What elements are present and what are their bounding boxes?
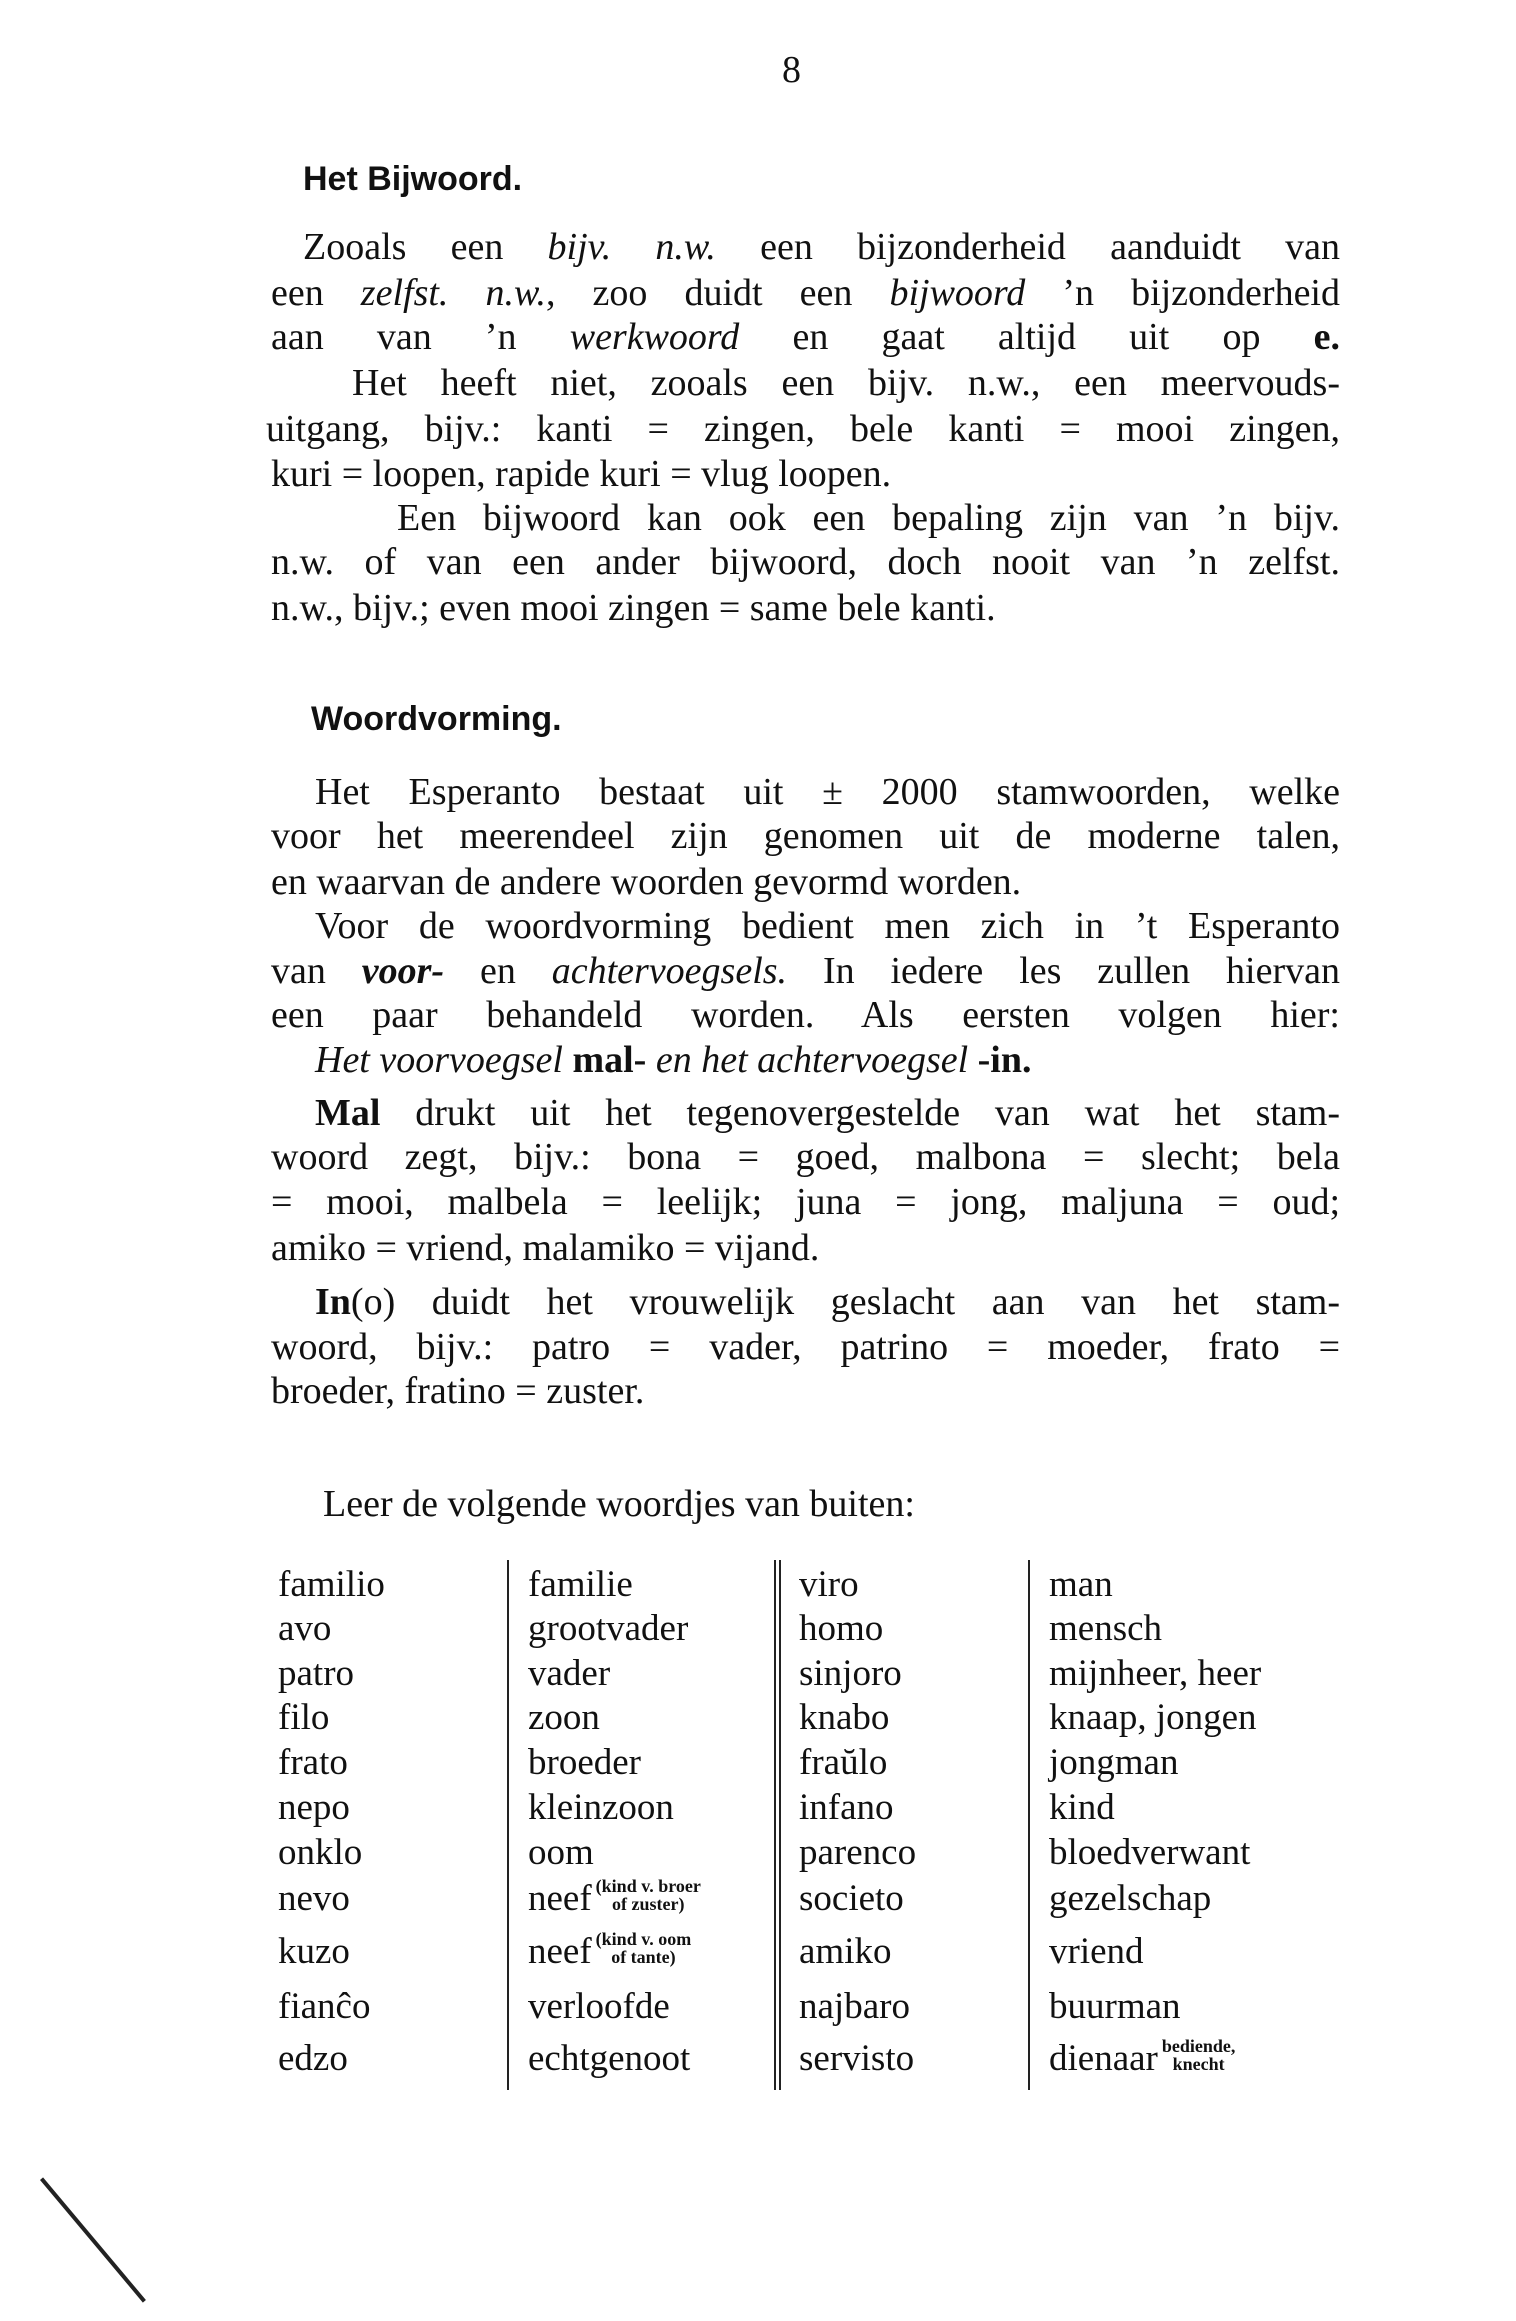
word-text: kuzo xyxy=(278,1931,350,1972)
text-line xyxy=(315,1280,1340,1324)
text-segment: = mooi, malbela = leelijk; juna = jong, maljuna = oud; xyxy=(271,1181,1340,1223)
text-segment: In iedere les zullen hiervan xyxy=(787,950,1340,992)
vocab-esperanto-word xyxy=(278,1831,362,1875)
column-divider xyxy=(779,1560,781,2090)
text-segment: Mal xyxy=(315,1092,381,1134)
word-text: echtgenoot xyxy=(528,2038,691,2079)
word-text: nepo xyxy=(278,1787,350,1828)
word-text: filo xyxy=(278,1697,330,1738)
text-line xyxy=(271,993,1340,1037)
text-segment: een xyxy=(271,272,361,314)
word-text: fraŭlo xyxy=(799,1742,888,1783)
vocab-dutch-word xyxy=(1049,1607,1162,1651)
section-heading-bijwoord: Het Bijwoord. xyxy=(303,160,523,198)
text-segment: ’n bijzonderheid xyxy=(1025,272,1340,314)
word-text: jongman xyxy=(1049,1742,1179,1783)
text-line xyxy=(315,1038,1032,1082)
word-note xyxy=(596,1930,692,1966)
vocab-esperanto-word xyxy=(278,1652,354,1696)
word-text: parenco xyxy=(799,1832,917,1873)
vocab-dutch-word xyxy=(528,1696,600,1740)
note-line: knecht xyxy=(1172,2054,1225,2074)
text-line xyxy=(271,452,891,496)
word-text: societo xyxy=(799,1878,904,1919)
note-line: of tante) xyxy=(611,1947,676,1967)
text-segment: een paar behandeld worden. Als eersten volgen hier: xyxy=(271,994,1340,1036)
column-divider xyxy=(507,1560,509,2090)
text-segment: woord zegt, bijv.: bona = goed, malbona = slecht; bela xyxy=(271,1136,1340,1178)
text-segment: en gaat altijd uit op xyxy=(739,316,1314,358)
text-segment: bijv. n.w. xyxy=(547,226,716,268)
vocab-esperanto-word xyxy=(278,1563,385,1607)
vocab-dutch-word xyxy=(528,1607,688,1651)
vocab-esperanto-word xyxy=(799,1563,859,1607)
word-text: edzo xyxy=(278,2038,348,2079)
text-line xyxy=(271,540,1340,584)
vocab-esperanto-word xyxy=(799,1831,916,1875)
scan-mark xyxy=(40,2177,146,2302)
word-text: bloedverwant xyxy=(1049,1832,1251,1873)
word-text: mensch xyxy=(1049,1608,1163,1649)
text-line xyxy=(271,1180,1340,1224)
word-text: buurman xyxy=(1049,1986,1181,2027)
note-line: of zuster) xyxy=(612,1894,685,1914)
word-text: verloofde xyxy=(528,1986,670,2027)
text-segment: Het heeft niet, zooals een bijv. n.w., een meervouds- xyxy=(352,362,1340,404)
vocab-esperanto-word xyxy=(278,1877,350,1921)
text-segment: kuri = loopen, rapide kuri = vlug loopen. xyxy=(271,453,892,495)
word-text: onklo xyxy=(278,1832,363,1873)
word-text: oom xyxy=(528,1832,594,1873)
text-line xyxy=(271,1226,819,1270)
text-segment: en xyxy=(444,950,552,992)
text-segment: woord, bijv.: patro = vader, patrino = moeder, frato = xyxy=(271,1326,1340,1368)
text-segment: achtervoegsels. xyxy=(551,950,788,992)
word-text: fianĉo xyxy=(278,1986,371,2027)
word-text: dienaar xyxy=(1049,2038,1158,2079)
text-line xyxy=(271,949,1340,993)
word-text: viro xyxy=(799,1564,859,1605)
vocab-dutch-word xyxy=(528,2037,690,2081)
note-line: (kind v. oom xyxy=(595,1929,692,1949)
word-note xyxy=(596,1877,701,1913)
text-segment: Zooals een xyxy=(303,226,548,268)
text-segment: amiko = vriend, malamiko = vijand. xyxy=(271,1227,820,1269)
note-line: (kind v. broer xyxy=(595,1876,701,1896)
word-text: mijnheer, heer xyxy=(1049,1653,1262,1694)
vocab-dutch-word xyxy=(1049,1786,1115,1830)
text-segment: aan van ’n xyxy=(271,316,570,358)
vocab-esperanto-word xyxy=(278,1696,329,1740)
word-text: kind xyxy=(1049,1787,1115,1828)
text-segment: voor het meerendeel zijn genomen uit de moderne talen, xyxy=(271,815,1340,857)
word-text: sinjoro xyxy=(799,1653,902,1694)
text-segment: werkwoord xyxy=(569,316,740,358)
vocab-esperanto-word xyxy=(278,1741,348,1785)
text-segment: een bijzonderheid aanduidt van xyxy=(715,226,1341,268)
vocab-dutch-word xyxy=(1049,1652,1261,1696)
word-text: servisto xyxy=(799,2038,915,2079)
text-segment: Het voorvoegsel xyxy=(315,1039,573,1081)
text-segment: Het Esperanto bestaat uit ± 2000 stamwoorden, welke xyxy=(315,771,1340,813)
text-segment: (o) duidt het vrouwelijk geslacht aan van het stam- xyxy=(350,1281,1340,1323)
word-text: najbaro xyxy=(799,1986,910,2027)
vocab-dutch-word xyxy=(1049,1985,1181,2029)
text-segment: voor- xyxy=(361,950,445,992)
vocab-intro: Leer de volgende woordjes van buiten: xyxy=(323,1483,915,1525)
word-text: infano xyxy=(799,1787,894,1828)
vocab-esperanto-word xyxy=(799,1741,887,1785)
vocab-dutch-word xyxy=(528,1985,670,2029)
text-line xyxy=(315,904,1340,948)
vocab-dutch-word xyxy=(528,1741,641,1785)
word-text: man xyxy=(1049,1564,1113,1605)
column-divider xyxy=(1028,1560,1030,2090)
column-divider xyxy=(774,1560,776,2090)
text-segment: drukt uit het tegenovergestelde van wat het stam- xyxy=(380,1092,1340,1134)
text-segment: In xyxy=(315,1281,351,1323)
vocab-esperanto-word xyxy=(278,1607,331,1651)
text-segment: broeder, fratino = zuster. xyxy=(271,1370,645,1412)
word-text: kleinzoon xyxy=(528,1787,674,1828)
text-segment: -in. xyxy=(977,1039,1032,1081)
text-line xyxy=(271,1369,644,1413)
vocab-esperanto-word xyxy=(799,1652,902,1696)
text-segment: van xyxy=(271,950,362,992)
vocab-dutch-word xyxy=(1049,1831,1250,1875)
vocab-esperanto-word xyxy=(799,1607,883,1651)
text-segment: e. xyxy=(1313,316,1340,358)
text-line xyxy=(352,361,1340,405)
text-segment: Voor de woordvorming bedient men zich in ’t Esperanto xyxy=(315,905,1340,947)
vocab-esperanto-word xyxy=(799,1696,889,1740)
note-line: bediende, xyxy=(1161,2036,1236,2056)
vocab-dutch-word xyxy=(528,1930,691,1974)
word-text: familie xyxy=(528,1564,633,1605)
vocab-dutch-word xyxy=(1049,1877,1211,1921)
text-line xyxy=(266,407,1340,451)
word-text: broeder xyxy=(528,1742,641,1783)
page-number: 8 xyxy=(782,49,801,91)
word-text: knabo xyxy=(799,1697,890,1738)
vocab-esperanto-word xyxy=(799,1786,894,1830)
vocab-dutch-word xyxy=(528,1652,610,1696)
vocab-esperanto-word xyxy=(278,1786,350,1830)
text-segment: en het achtervoegsel xyxy=(646,1039,978,1081)
word-text: gezelschap xyxy=(1049,1878,1212,1919)
vocab-dutch-word xyxy=(1049,1696,1257,1740)
vocab-esperanto-word xyxy=(278,1985,370,2029)
word-text: familio xyxy=(278,1564,385,1605)
word-text: homo xyxy=(799,1608,884,1649)
text-line xyxy=(271,1325,1340,1369)
word-text: vriend xyxy=(1049,1931,1144,1972)
text-line xyxy=(271,315,1340,359)
text-line xyxy=(397,496,1340,540)
text-line xyxy=(271,586,996,630)
word-text: zoon xyxy=(528,1697,600,1738)
vocab-esperanto-word xyxy=(278,2037,348,2081)
vocab-esperanto-word xyxy=(799,1877,904,1921)
vocab-dutch-word xyxy=(528,1786,674,1830)
text-line xyxy=(315,1091,1340,1135)
word-text: frato xyxy=(278,1742,348,1783)
text-line xyxy=(303,225,1340,269)
text-segment: uitgang, bijv.: kanti = zingen, bele kanti = mooi zingen, xyxy=(266,408,1340,450)
word-text: grootvader xyxy=(528,1608,689,1649)
text-line xyxy=(315,770,1340,814)
vocab-dutch-word xyxy=(1049,1563,1113,1607)
vocab-esperanto-word xyxy=(799,1930,891,1974)
text-segment: , zoo duidt een xyxy=(546,272,890,314)
text-line xyxy=(271,814,1340,858)
text-segment: n.w., bijv.; even mooi zingen = same bele kanti. xyxy=(271,587,996,629)
word-note xyxy=(1162,2037,1236,2073)
text-line xyxy=(271,271,1340,315)
vocab-dutch-word xyxy=(528,1563,633,1607)
section-heading-woordvorming: Woordvorming. xyxy=(311,700,562,738)
word-text: neef xyxy=(528,1878,592,1919)
vocab-dutch-word xyxy=(528,1877,701,1921)
text-segment: mal- xyxy=(572,1039,647,1081)
text-line xyxy=(271,1135,1340,1179)
vocab-esperanto-word xyxy=(799,1985,910,2029)
word-text: avo xyxy=(278,1608,332,1649)
vocab-dutch-word xyxy=(1049,2037,1235,2081)
word-text: neef xyxy=(528,1931,592,1972)
text-segment: bijwoord xyxy=(889,272,1026,314)
word-text: patro xyxy=(278,1653,355,1694)
vocab-dutch-word xyxy=(1049,1930,1144,1974)
text-segment: Een bijwoord kan ook een bepaling zijn van ’n bijv. xyxy=(397,497,1340,539)
word-text: knaap, jongen xyxy=(1049,1697,1257,1738)
text-segment: n.w. of van een ander bijwoord, doch nooit van ’n zelfst. xyxy=(271,541,1340,583)
vocab-dutch-word xyxy=(528,1831,594,1875)
text-line xyxy=(271,860,1021,904)
vocab-esperanto-word xyxy=(799,2037,914,2081)
word-text: amiko xyxy=(799,1931,892,1972)
word-text: vader xyxy=(528,1653,611,1694)
vocab-esperanto-word xyxy=(278,1930,350,1974)
text-segment: zelfst. n.w. xyxy=(360,272,546,314)
word-text: nevo xyxy=(278,1878,350,1919)
text-segment: en waarvan de andere woorden gevormd worden. xyxy=(271,861,1022,903)
vocab-dutch-word xyxy=(1049,1741,1178,1785)
